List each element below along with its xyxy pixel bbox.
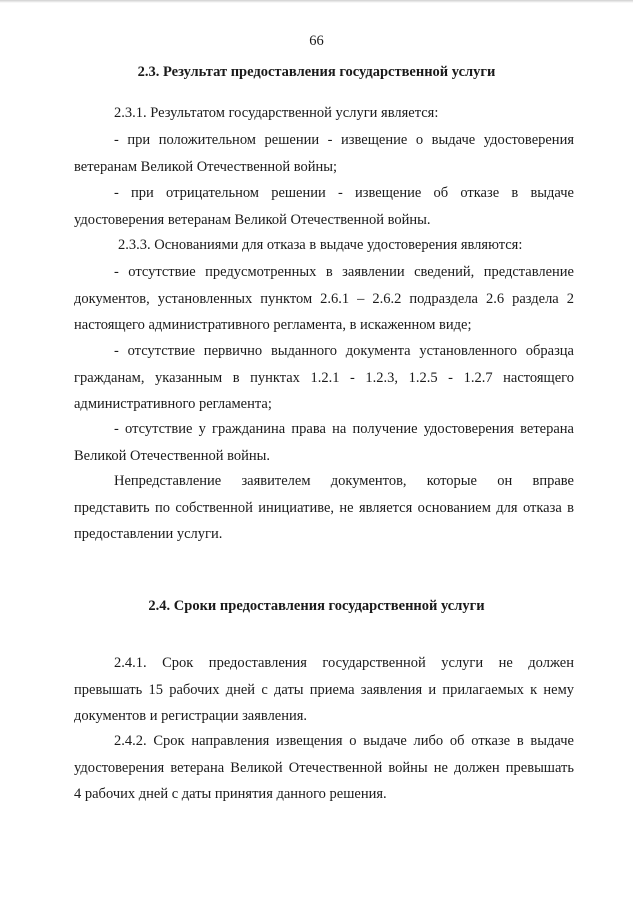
text-line: - при отрицательном решении - извещение об отказе в выдаче	[114, 185, 574, 201]
text-line: ветеранам Великой Отечественной войны;	[74, 158, 338, 175]
paragraph-2-3-3	[74, 232, 574, 259]
text-line: предоставлении услуги.	[74, 526, 223, 542]
scan-edge	[0, 0, 633, 3]
paragraph-missing-document	[74, 338, 574, 418]
text-line: Непредставление заявителем документов, которые он вправе	[114, 473, 574, 489]
text-line: документов и регистрации заявления.	[74, 708, 308, 724]
text-line: гражданам, указанным в пунктах 1.2.1 - 1.2.3, 1.2.5 - 1.2.7 настоящего	[74, 369, 574, 386]
paragraph-2-4-2	[74, 728, 574, 808]
section-heading-2-4: 2.4. Сроки предоставления государственной услуги	[148, 598, 485, 614]
paragraph-negative-decision	[74, 180, 574, 233]
text-line: административного регламента;	[74, 396, 272, 412]
text-line: удостоверения ветеранам Великой Отечественной войны.	[74, 211, 431, 228]
text-line: 2.3.1. Результатом государственной услуги является:	[114, 105, 439, 121]
text-line: 2.4.2. Срок направления извещения о выдаче либо об отказе в выдаче	[114, 733, 574, 749]
text-line: настоящего административного регламента, в искаженном виде;	[74, 317, 472, 333]
text-line: документов, установленных пунктом 2.6.1 – 2.6.2 подраздела 2.6 раздела 2	[74, 290, 574, 307]
paragraph-2-4-1	[74, 650, 574, 730]
text-line: 2.4.1. Срок предоставления государственной услуги не должен	[114, 655, 574, 671]
text-line: превышать 15 рабочих дней с даты приема заявления и прилагаемых к нему	[74, 681, 574, 698]
section-heading-2-3: 2.3. Результат предоставления государственной услуги	[137, 64, 496, 80]
text-line: - отсутствие первично выданного документа установленного образца	[114, 343, 574, 359]
paragraph-missing-info	[74, 259, 574, 339]
text-line: представить по собственной инициативе, не является основанием для отказа в	[74, 499, 574, 516]
paragraph-2-3-1	[74, 100, 574, 127]
text-line: - отсутствие у гражданина права на получение удостоверения ветерана	[114, 421, 574, 437]
text-line: - отсутствие предусмотренных в заявлении сведений, представление	[114, 264, 574, 280]
text-line: 4 рабочих дней с даты принятия данного решения.	[74, 786, 387, 802]
text-line: Великой Отечественной войны.	[74, 447, 271, 464]
page-number: 66	[309, 33, 324, 49]
paragraph-positive-decision	[74, 127, 574, 180]
paragraph-no-right	[74, 416, 574, 469]
text-line: удостоверения ветерана Великой Отечественной войны не должен превышать	[74, 759, 574, 776]
text-line: 2.3.3. Основаниями для отказа в выдаче удостоверения являются:	[118, 237, 523, 253]
paragraph-non-submission	[74, 468, 574, 548]
text-line: - при положительном решении - извещение о выдаче удостоверения	[114, 132, 574, 148]
